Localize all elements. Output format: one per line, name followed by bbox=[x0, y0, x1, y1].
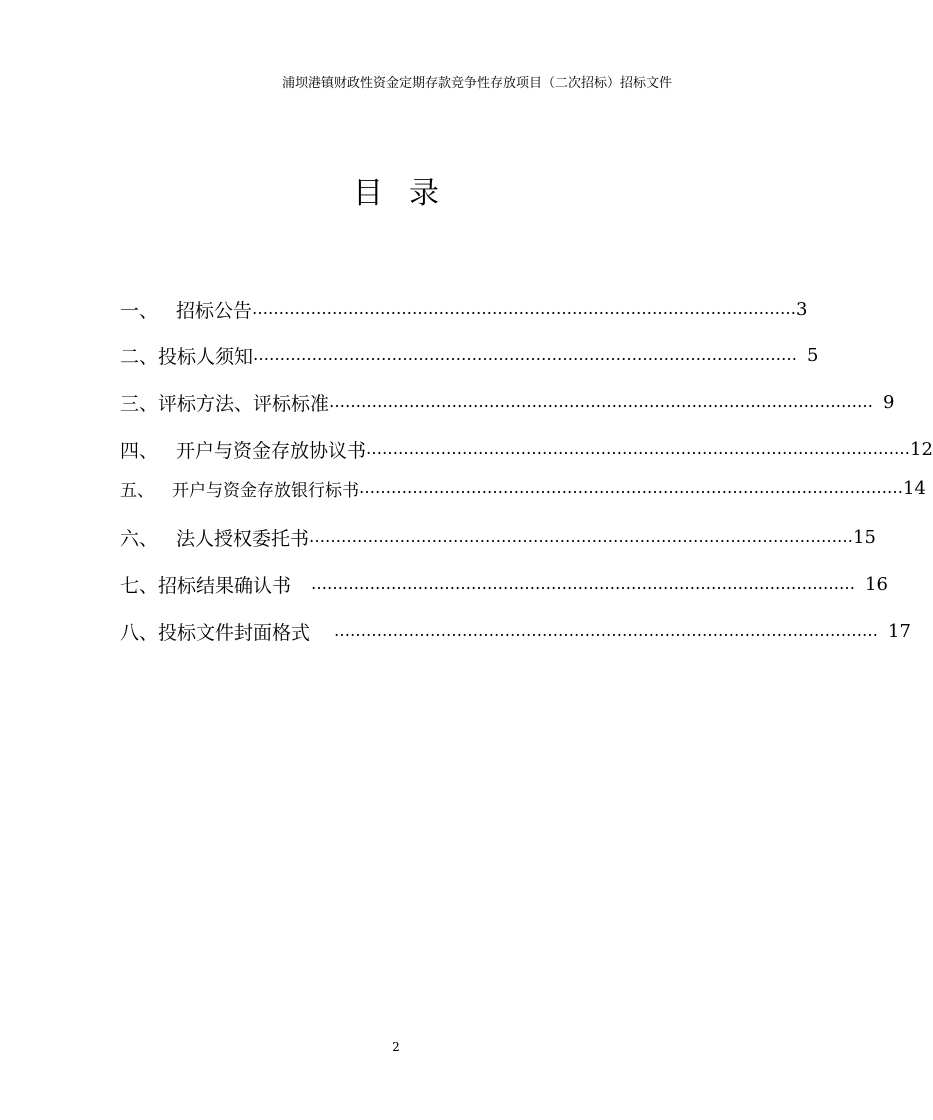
toc-entry-page: 5 bbox=[807, 344, 819, 366]
toc-entry-page: 14 bbox=[903, 477, 926, 499]
toc-entry[interactable] bbox=[120, 342, 819, 368]
toc-entry-number: 六、 bbox=[120, 527, 159, 550]
toc-dot-leader: ………………………………………………………………………………………… bbox=[311, 574, 856, 593]
toc-dot-leader: ………………………………………………………………………………………… bbox=[252, 299, 797, 318]
toc-entry-label: 法人授权委托书 bbox=[176, 527, 310, 550]
toc-entry-label: 开户与资金存放协议书 bbox=[176, 439, 367, 462]
toc-entry-page: 17 bbox=[888, 620, 911, 642]
toc-entry-number: 二、 bbox=[120, 345, 159, 368]
toc-entry[interactable] bbox=[120, 296, 808, 322]
toc-entry[interactable] bbox=[120, 389, 895, 415]
toc-dot-leader: ………………………………………………………………………………………… bbox=[329, 392, 874, 411]
document-header: 浦坝港镇财政性资金定期存款竞争性存放项目（二次招标）招标文件 bbox=[281, 76, 672, 91]
toc-entry-label: 投标人须知 bbox=[158, 345, 254, 368]
toc-entry-page: 15 bbox=[853, 526, 876, 548]
toc-dot-leader: ………………………………………………………………………………………… bbox=[309, 527, 854, 546]
toc-entry-label: 投标文件封面格式 bbox=[158, 621, 311, 644]
toc-entry[interactable] bbox=[120, 436, 933, 462]
toc-entry-label: 招标结果确认书 bbox=[158, 574, 292, 597]
toc-entry[interactable] bbox=[120, 618, 911, 644]
toc-entry-page: 16 bbox=[865, 573, 888, 595]
toc-dot-leader: ………………………………………………………………………………………… bbox=[359, 478, 903, 497]
toc-entry-page: 9 bbox=[883, 391, 895, 413]
toc-dot-leader: ………………………………………………………………………………………… bbox=[253, 345, 798, 364]
page-number: 2 bbox=[392, 1040, 400, 1054]
toc-entry-number: 五、 bbox=[120, 480, 154, 501]
toc-dot-leader: ………………………………………………………………………………………… bbox=[366, 439, 911, 458]
toc-entry[interactable] bbox=[120, 475, 926, 501]
toc-entry-label: 招标公告 bbox=[176, 299, 253, 322]
page-title: 目录 bbox=[353, 176, 465, 211]
toc-dot-leader: ………………………………………………………………………………………… bbox=[334, 621, 879, 640]
toc-entry[interactable] bbox=[120, 524, 876, 550]
toc-entry-page: 12 bbox=[910, 438, 933, 460]
toc-entry-number: 三、 bbox=[120, 392, 159, 415]
toc-entry[interactable] bbox=[120, 571, 888, 597]
toc-entry-label: 评标方法、评标标准 bbox=[158, 392, 330, 415]
toc-entry-number: 八、 bbox=[120, 621, 159, 644]
toc-entry-label: 开户与资金存放银行标书 bbox=[172, 480, 359, 501]
toc-entry-number: 四、 bbox=[120, 439, 159, 462]
toc-entry-page: 3 bbox=[796, 298, 808, 320]
toc-entry-number: 一、 bbox=[120, 299, 159, 322]
toc-entry-number: 七、 bbox=[120, 574, 159, 597]
